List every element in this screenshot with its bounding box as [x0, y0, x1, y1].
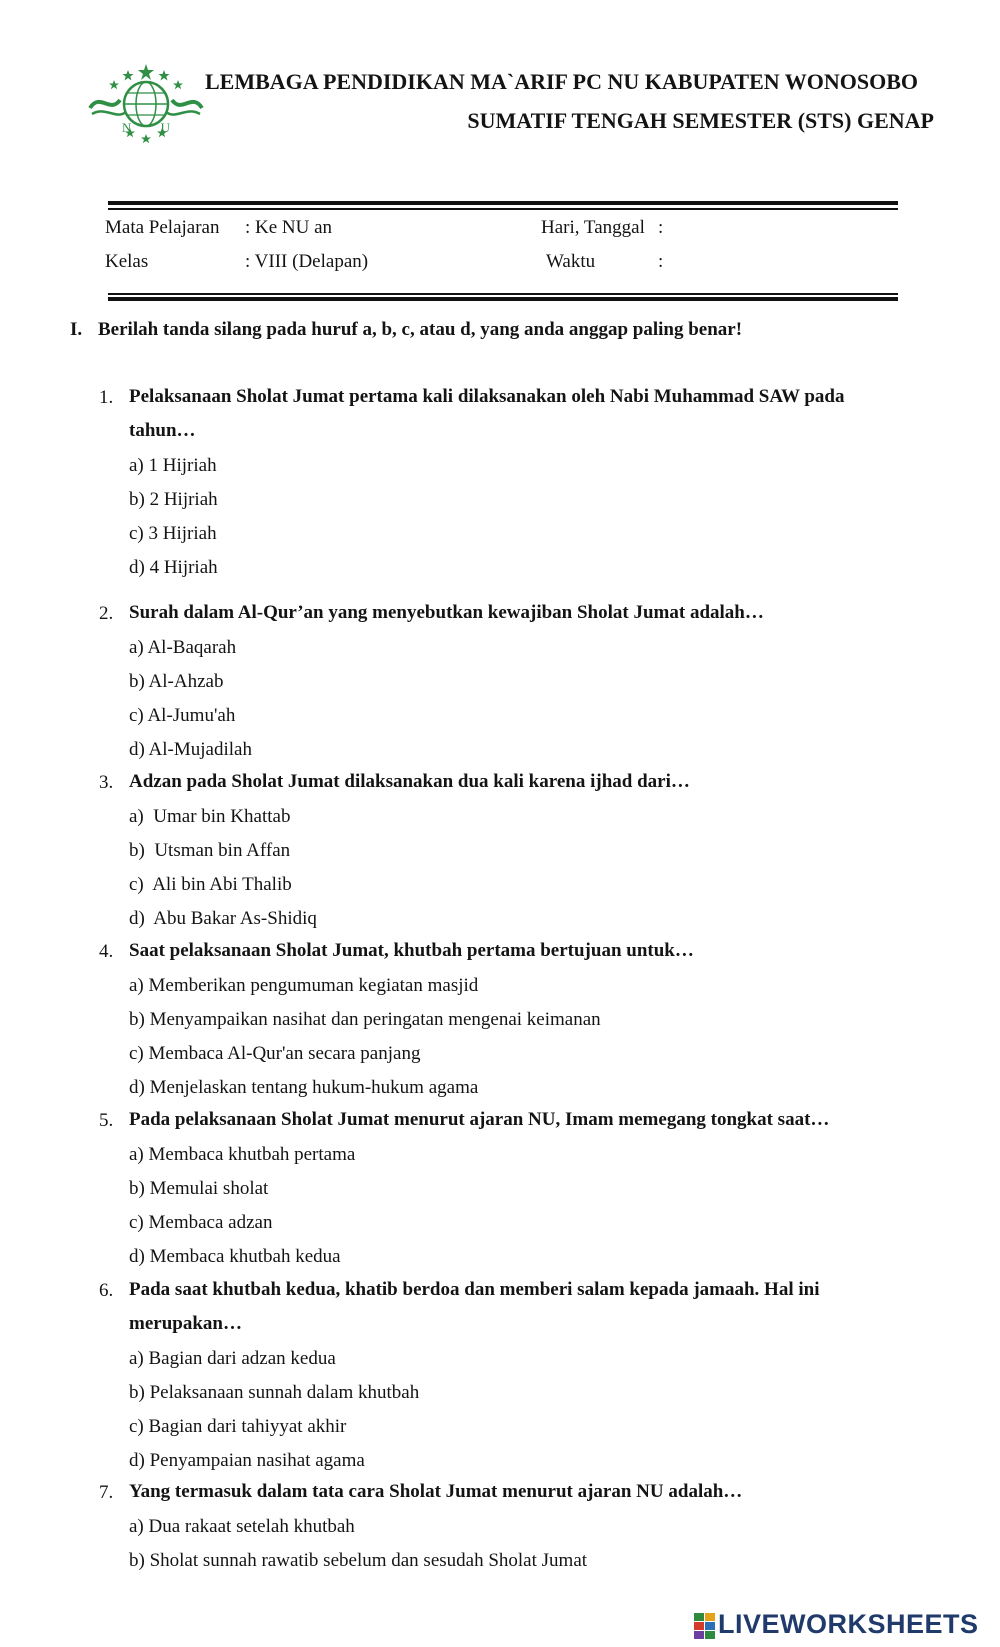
institution-title: LEMBAGA PENDIDIKAN MA`ARIF PC NU KABUPATEN WONOSOBO — [205, 69, 918, 94]
answer-option[interactable]: b) Sholat sunnah rawatib sebelum dan sesudah Sholat Jumat — [129, 1550, 588, 1571]
answer-option[interactable]: b) Al-Ahzab — [129, 671, 224, 692]
answer-option[interactable]: c) Membaca adzan — [129, 1212, 273, 1233]
answer-option[interactable]: c) Ali bin Abi Thalib — [129, 874, 292, 895]
answer-option[interactable]: a) 1 Hijriah — [129, 455, 217, 476]
answer-option[interactable]: a) Al-Baqarah — [129, 637, 237, 658]
question-number: 2. — [99, 603, 114, 624]
date-label: Hari, Tanggal — [541, 217, 645, 238]
subject-value: : Ke NU an — [245, 217, 333, 238]
info-rule-thick — [108, 297, 898, 301]
section-instruction: Berilah tanda silang pada huruf a, b, c, atau d, yang anda anggap paling benar! — [98, 319, 743, 340]
answer-option[interactable]: b) Memulai sholat — [129, 1178, 269, 1199]
answer-option[interactable]: d) Membaca khutbah kedua — [129, 1246, 341, 1267]
header-rule-thick — [108, 201, 898, 205]
time-label: Waktu — [546, 251, 596, 272]
answer-option[interactable]: a) Membaca khutbah pertama — [129, 1144, 356, 1165]
logo-letters: N U — [121, 120, 171, 135]
answer-option[interactable]: d) Al-Mujadilah — [129, 739, 252, 760]
answer-option[interactable]: b) Menyampaikan nasihat dan peringatan mengenai keimanan — [129, 1009, 601, 1030]
question-text: Pada saat khutbah kedua, khatib berdoa dan memberi salam kepada jamaah. Hal ini merupakan… — [129, 1279, 820, 1334]
exam-title: SUMATIF TENGAH SEMESTER (STS) GENAP — [467, 108, 934, 133]
liveworksheets-brand[interactable]: LIVEWORKSHEETS — [718, 1609, 979, 1639]
question-number: 6. — [99, 1280, 114, 1301]
answer-option[interactable]: c) 3 Hijriah — [129, 523, 217, 544]
answer-option[interactable]: a) Dua rakaat setelah khutbah — [129, 1516, 355, 1537]
nu-logo — [86, 62, 206, 148]
question-text: Surah dalam Al-Qur’an yang menyebutkan kewajiban Sholat Jumat adalah… — [129, 602, 764, 623]
answer-option[interactable]: c) Al-Jumu'ah — [129, 705, 236, 726]
question-text: Yang termasuk dalam tata cara Sholat Jumat menurut ajaran NU adalah… — [129, 1481, 743, 1502]
answer-option[interactable]: c) Bagian dari tahiyyat akhir — [129, 1416, 347, 1437]
question-text: Pelaksanaan Sholat Jumat pertama kali dilaksanakan oleh Nabi Muhammad SAW pada tahun… — [129, 386, 845, 441]
answer-option[interactable]: a) Memberikan pengumuman kegiatan masjid — [129, 975, 479, 996]
answer-option[interactable]: d) 4 Hijriah — [129, 557, 218, 578]
answer-option[interactable]: a) Umar bin Khattab — [129, 806, 291, 827]
answer-option[interactable]: b) Utsman bin Affan — [129, 840, 291, 861]
liveworksheets-blocks-icon — [694, 1613, 716, 1639]
answer-option[interactable]: b) 2 Hijriah — [129, 489, 218, 510]
question-number: 7. — [99, 1482, 114, 1503]
answer-option[interactable]: b) Pelaksanaan sunnah dalam khutbah — [129, 1382, 420, 1403]
class-label: Kelas — [105, 251, 149, 272]
question-number: 4. — [99, 941, 114, 962]
header-rule-thin — [108, 208, 898, 210]
answer-option[interactable]: c) Membaca Al-Qur'an secara panjang — [129, 1043, 421, 1064]
answer-option[interactable]: a) Bagian dari adzan kedua — [129, 1348, 336, 1369]
subject-label: Mata Pelajaran — [105, 217, 220, 238]
question-text: Pada pelaksanaan Sholat Jumat menurut ajaran NU, Imam memegang tongkat saat… — [129, 1109, 830, 1130]
answer-option[interactable]: d) Menjelaskan tentang hukum-hukum agama — [129, 1077, 479, 1098]
time-value: : — [658, 251, 664, 272]
question-number: 3. — [99, 772, 114, 793]
question-text: Saat pelaksanaan Sholat Jumat, khutbah pertama bertujuan untuk… — [129, 940, 694, 961]
date-value: : — [658, 217, 664, 238]
question-text: Adzan pada Sholat Jumat dilaksanakan dua kali karena ijhad dari… — [129, 771, 690, 792]
section-numeral: I. — [70, 319, 83, 340]
question-number: 5. — [99, 1110, 114, 1131]
class-value: : VIII (Delapan) — [245, 251, 369, 272]
answer-option[interactable]: d) Abu Bakar As-Shidiq — [129, 908, 317, 929]
question-number: 1. — [99, 387, 114, 408]
answer-option[interactable]: d) Penyampaian nasihat agama — [129, 1450, 365, 1471]
info-rule-thin — [108, 293, 898, 295]
